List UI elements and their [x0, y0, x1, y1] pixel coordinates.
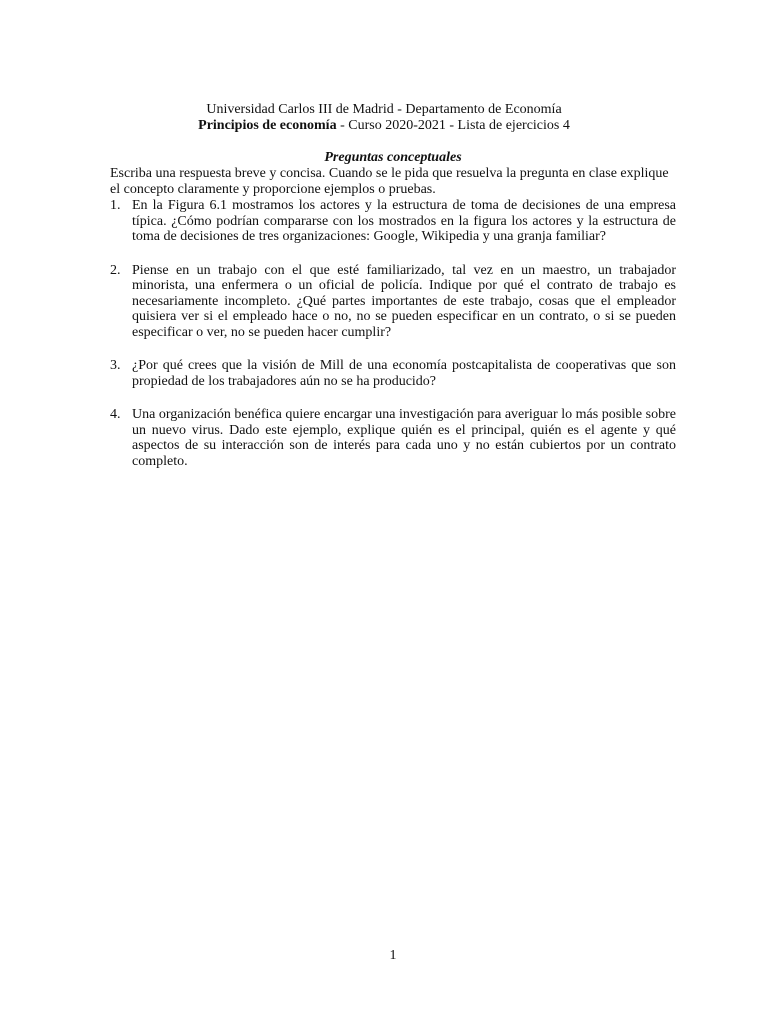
question-number: 1. [110, 198, 121, 213]
questions-list [110, 198, 676, 487]
question-number: 4. [110, 407, 121, 422]
intro-paragraph: Escriba una respuesta breve y concisa. Cuando se le pida que resuelva la pregunta en clase explique el concepto claramente y proporcione ejemplos o pruebas. [110, 166, 669, 197]
question-number: 3. [110, 358, 121, 373]
question-text: Una organización benéfica quiere encargar una investigación para averiguar lo más posible sobre un nuevo virus. Dado este ejemplo, explique quién es el principal, quién es el agente y qué aspectos de su interacción son de interés para cada uno y no están cubiertos por un contrato completo. [132, 407, 676, 469]
question-text: En la Figura 6.1 mostramos los actores y la estructura de toma de decisiones de una empresa típica. ¿Cómo podrían compararse con los mostrados en la figura los actores y la estructura de toma de decisiones de tres organizaciones: Google, Wikipedia y una granja familiar? [132, 198, 676, 244]
question-item [110, 198, 676, 245]
question-item [110, 263, 676, 341]
header-institution: Universidad Carlos III de Madrid - Departamento de Economía [206, 102, 562, 117]
section-title: Preguntas conceptuales [324, 150, 462, 165]
question-text: ¿Por qué crees que la visión de Mill de una economía postcapitalista de cooperativas que son propiedad de los trabajadores aún no se ha producido? [132, 358, 676, 389]
question-item [110, 407, 676, 469]
question-number: 2. [110, 262, 121, 278]
header-course-title: Principios de economía [198, 118, 337, 133]
question-item [110, 358, 676, 389]
header-course-details: - Curso 2020-2021 - Lista de ejercicios 4 [336, 118, 570, 133]
question-text: Piense en un trabajo con el que esté familiarizado, tal vez en un maestro, un trabajador minorista, una enfermera o un oficial de policía. Indique por qué el contrato de trabajo es necesariamente incompleto. ¿Qué partes importantes de este trabajo, cosas que el empleador quisiera ver si el empleado hace o no, no se pueden especificar en un contrato, o si se pueden especificar o ver, no se pueden hacer cumplir? [132, 262, 676, 340]
page-number: 1 [389, 948, 397, 963]
header-course [0, 118, 768, 134]
